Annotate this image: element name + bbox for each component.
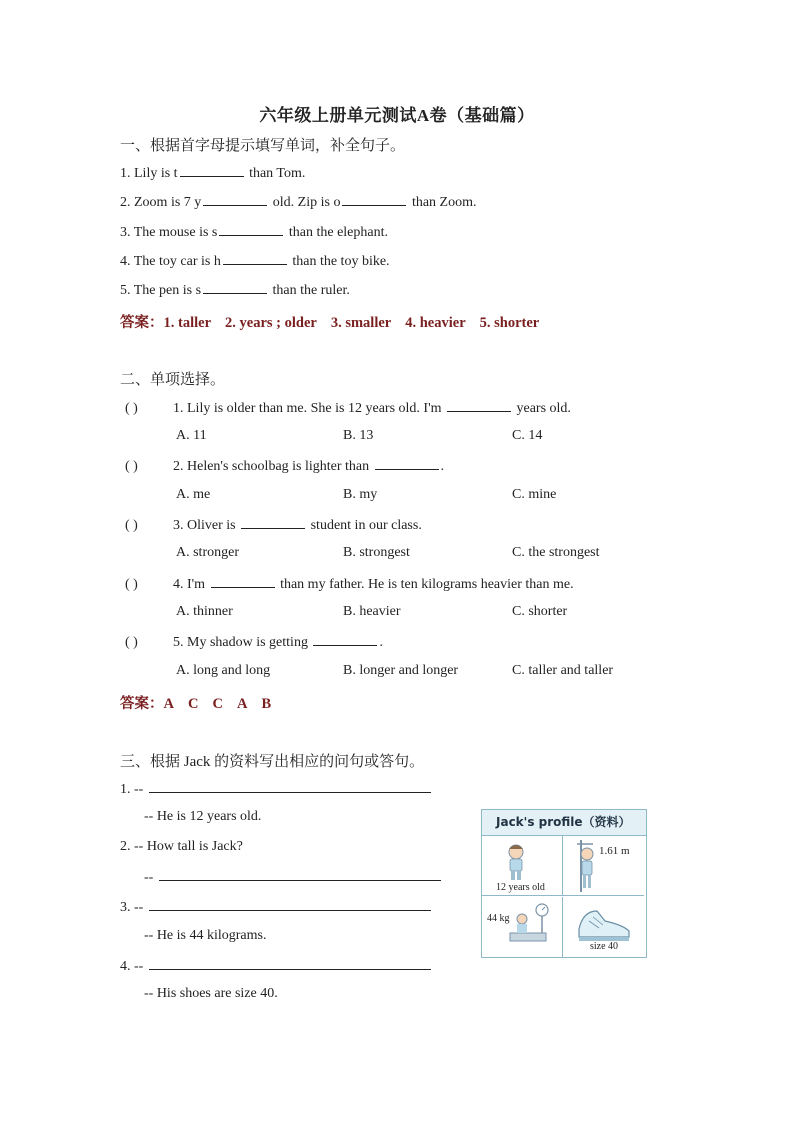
option-c[interactable]: C. mine [512, 487, 557, 502]
blank[interactable] [447, 399, 511, 412]
option-a[interactable]: A. stronger [176, 545, 239, 560]
blank[interactable] [180, 164, 244, 177]
height-label: 1.61 m [599, 845, 630, 857]
blank[interactable] [219, 223, 283, 236]
fill-item-3: 3. The mouse is s than the elephant. [120, 225, 388, 240]
dialog-a-1: -- He is 12 years old. [144, 809, 262, 824]
profile-cell-age [482, 836, 563, 896]
section2-heading: 二、单项选择。 [120, 372, 226, 388]
dialog-q-2: 2. -- How tall is Jack? [120, 839, 243, 854]
section1-heading: 一、根据首字母提示填写单词，补全句子。 [120, 138, 406, 154]
jack-profile-card [481, 809, 647, 958]
mc-question-3: ( ) 3. Oliver is student in our class. [125, 518, 422, 533]
profile-cell-shoe [563, 897, 644, 957]
answer-paren[interactable]: ( ) [125, 518, 138, 533]
blank[interactable] [342, 193, 406, 206]
mc-question-4: ( ) 4. I'm than my father. He is ten kilograms heavier than me. [125, 577, 574, 592]
answer-line[interactable] [159, 868, 441, 881]
option-c[interactable]: C. 14 [512, 428, 543, 443]
profile-cell-weight [482, 897, 563, 957]
section3-heading: 三、根据 Jack 的资料写出相应的问句或答句。 [120, 754, 425, 770]
option-a[interactable]: A. me [176, 487, 211, 502]
dialog-a-3: -- He is 44 kilograms. [144, 928, 267, 943]
mc-question-2: ( ) 2. Helen's schoolbag is lighter than . [125, 459, 445, 474]
fill-item-2: 2. Zoom is 7 y old. Zip is o than Zoom. [120, 195, 477, 210]
mc-question-5: ( ) 5. My shadow is getting . [125, 635, 383, 650]
mc-question-1: ( ) 1. Lily is older than me. She is 12 years old. I'm years old. [125, 401, 571, 416]
weight-label: 44 kg [487, 913, 510, 924]
profile-header: Jack's profile（资料） [482, 810, 646, 836]
option-b[interactable]: B. my [343, 487, 378, 502]
option-a[interactable]: A. 11 [176, 428, 207, 443]
scale-icon [482, 897, 562, 956]
answer-paren[interactable]: ( ) [125, 401, 138, 416]
answer-line[interactable] [149, 780, 431, 793]
section1-answers: 答案：1. taller 2. years ; older 3. smaller 4. heavier 5. shorter [120, 315, 540, 331]
blank[interactable] [223, 252, 287, 265]
answer-paren[interactable]: ( ) [125, 577, 138, 592]
option-a[interactable]: A. long and long [176, 663, 271, 678]
blank[interactable] [241, 516, 305, 529]
fill-item-1: 1. Lily is t than Tom. [120, 166, 306, 181]
shoe-size-label: size 40 [590, 941, 619, 952]
blank[interactable] [203, 281, 267, 294]
option-b[interactable]: B. heavier [343, 604, 401, 619]
dialog-a-4: -- His shoes are size 40. [144, 986, 278, 1001]
blank[interactable] [211, 575, 275, 588]
page-title: 六年级上册单元测试A卷（基础篇） [259, 106, 535, 125]
dialog-a-2: -- [144, 868, 443, 886]
option-c[interactable]: C. shorter [512, 604, 568, 619]
section2-answers: 答案：A C C A B [120, 696, 272, 712]
dialog-q-1: 1. -- [120, 780, 433, 798]
blank[interactable] [313, 633, 377, 646]
option-b[interactable]: B. strongest [343, 545, 410, 560]
option-c[interactable]: C. the strongest [512, 545, 600, 560]
answer-line[interactable] [149, 957, 431, 970]
profile-cell-height [563, 836, 644, 896]
fill-item-4: 4. The toy car is h than the toy bike. [120, 254, 390, 269]
answer-paren[interactable]: ( ) [125, 459, 138, 474]
blank[interactable] [375, 457, 439, 470]
dialog-q-3: 3. -- [120, 898, 433, 916]
option-c[interactable]: C. taller and taller [512, 663, 614, 678]
answer-paren[interactable]: ( ) [125, 635, 138, 650]
blank[interactable] [203, 193, 267, 206]
dialog-q-4: 4. -- [120, 957, 433, 975]
age-label: 12 years old [496, 882, 545, 893]
option-b[interactable]: B. longer and longer [343, 663, 459, 678]
fill-item-5: 5. The pen is s than the ruler. [120, 283, 350, 298]
option-b[interactable]: B. 13 [343, 428, 374, 443]
answer-line[interactable] [149, 898, 431, 911]
option-a[interactable]: A. thinner [176, 604, 233, 619]
